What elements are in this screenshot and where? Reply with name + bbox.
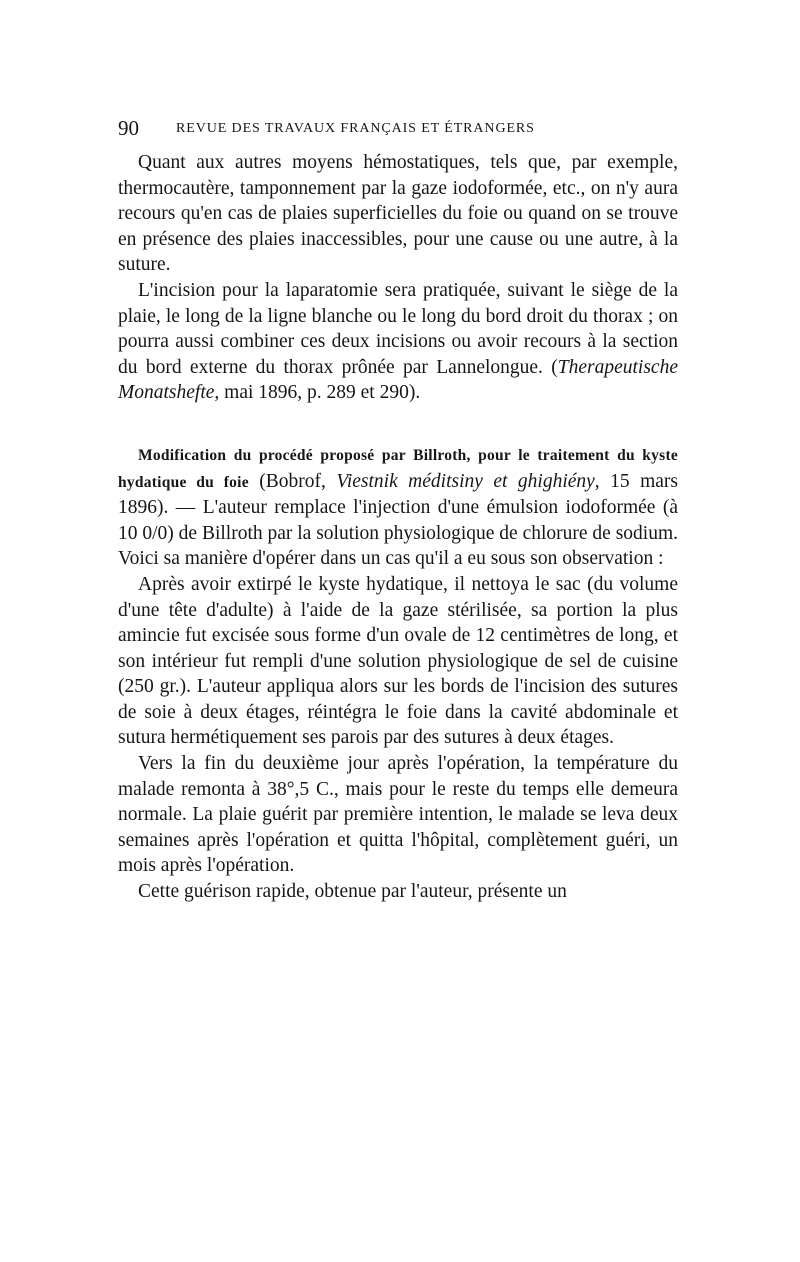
citation-end: , mai 1896, p. 289 et 290). xyxy=(214,382,421,404)
body-text xyxy=(118,150,678,905)
paragraph-operation xyxy=(118,572,678,751)
article-journal: Viestnik méditsiny et ghighiény xyxy=(336,470,595,492)
article-reference: (Bobrof, xyxy=(248,470,337,492)
paragraph-hemostatic-means xyxy=(118,150,678,278)
article-title: Modification du procédé proposé par Billroth, pour le traitement du kyste hydatique du foie xyxy=(118,446,678,491)
running-title: REVUE DES TRAVAUX FRANÇAIS ET ÉTRANGERS xyxy=(176,121,535,136)
page-header xyxy=(118,116,678,140)
article-body: , 15 mars 1896). — L'auteur remplace l'injection d'une émulsion iodoformée (à 10 0/0) de Billroth par la solution physiologique de chlorure de sodium. Voici sa manière d'opérer dans un cas qu'il a eu sous son observation : xyxy=(118,470,678,570)
paragraph-conclusion xyxy=(118,879,678,905)
paragraph-text: Cette guérison rapide, obtenue par l'auteur, présente un xyxy=(138,881,567,903)
article-paragraph xyxy=(118,442,678,572)
page-number: 90 xyxy=(118,116,139,140)
paragraph-text: L'incision pour la laparatomie sera pratiquée, suivant le siège de la plaie, le long de la ligne blanche ou le long du bord droit du thorax ; on pourra aussi combiner ces deux incisions ou avoir recours à la section du bord externe du thorax prônée par Lannelongue. ( xyxy=(118,279,678,378)
paragraph-text: Vers la fin du deuxième jour après l'opération, la température du malade remonta à 38°,5 C., mais pour le reste du temps elle demeura normale. La plaie guérit par première intention, le malade se leva deux semaines après l'opération et quitta l'hôpital, complètement guéri, un mois après l'opération. xyxy=(118,753,678,877)
paragraph-text: Quant aux autres moyens hémostatiques, tels que, par exemple, thermocautère, tamponnement par la gaze iodoformée, etc., on n'y aura recours qu'en cas de plaies superficielles du foie ou quand on se trouve en présence des plaies inaccessibles, pour une cause ou une autre, à la suture. xyxy=(118,152,678,276)
paragraph-text: Après avoir extirpé le kyste hydatique, il nettoya le sac (du volume d'une tête d'adulte) à l'aide de la gaze stérilisée, sa portion la plus amincie fut excisée sous forme d'un ovale de 12 centimètres de long, et son intérieur fut rempli d'une solution physiologique de sel de cuisine (250 gr.). L'auteur appliqua alors sur les bords de l'incision des sutures de soie à deux étages, réintégra le foie dans la cavité abdominale et sutura hermétiquement ses parois par des sutures à deux étages. xyxy=(118,573,678,749)
paragraph-recovery xyxy=(118,751,678,879)
paragraph-incision xyxy=(118,278,678,406)
journal-title: Therapeutische Monatshefte xyxy=(118,356,678,404)
